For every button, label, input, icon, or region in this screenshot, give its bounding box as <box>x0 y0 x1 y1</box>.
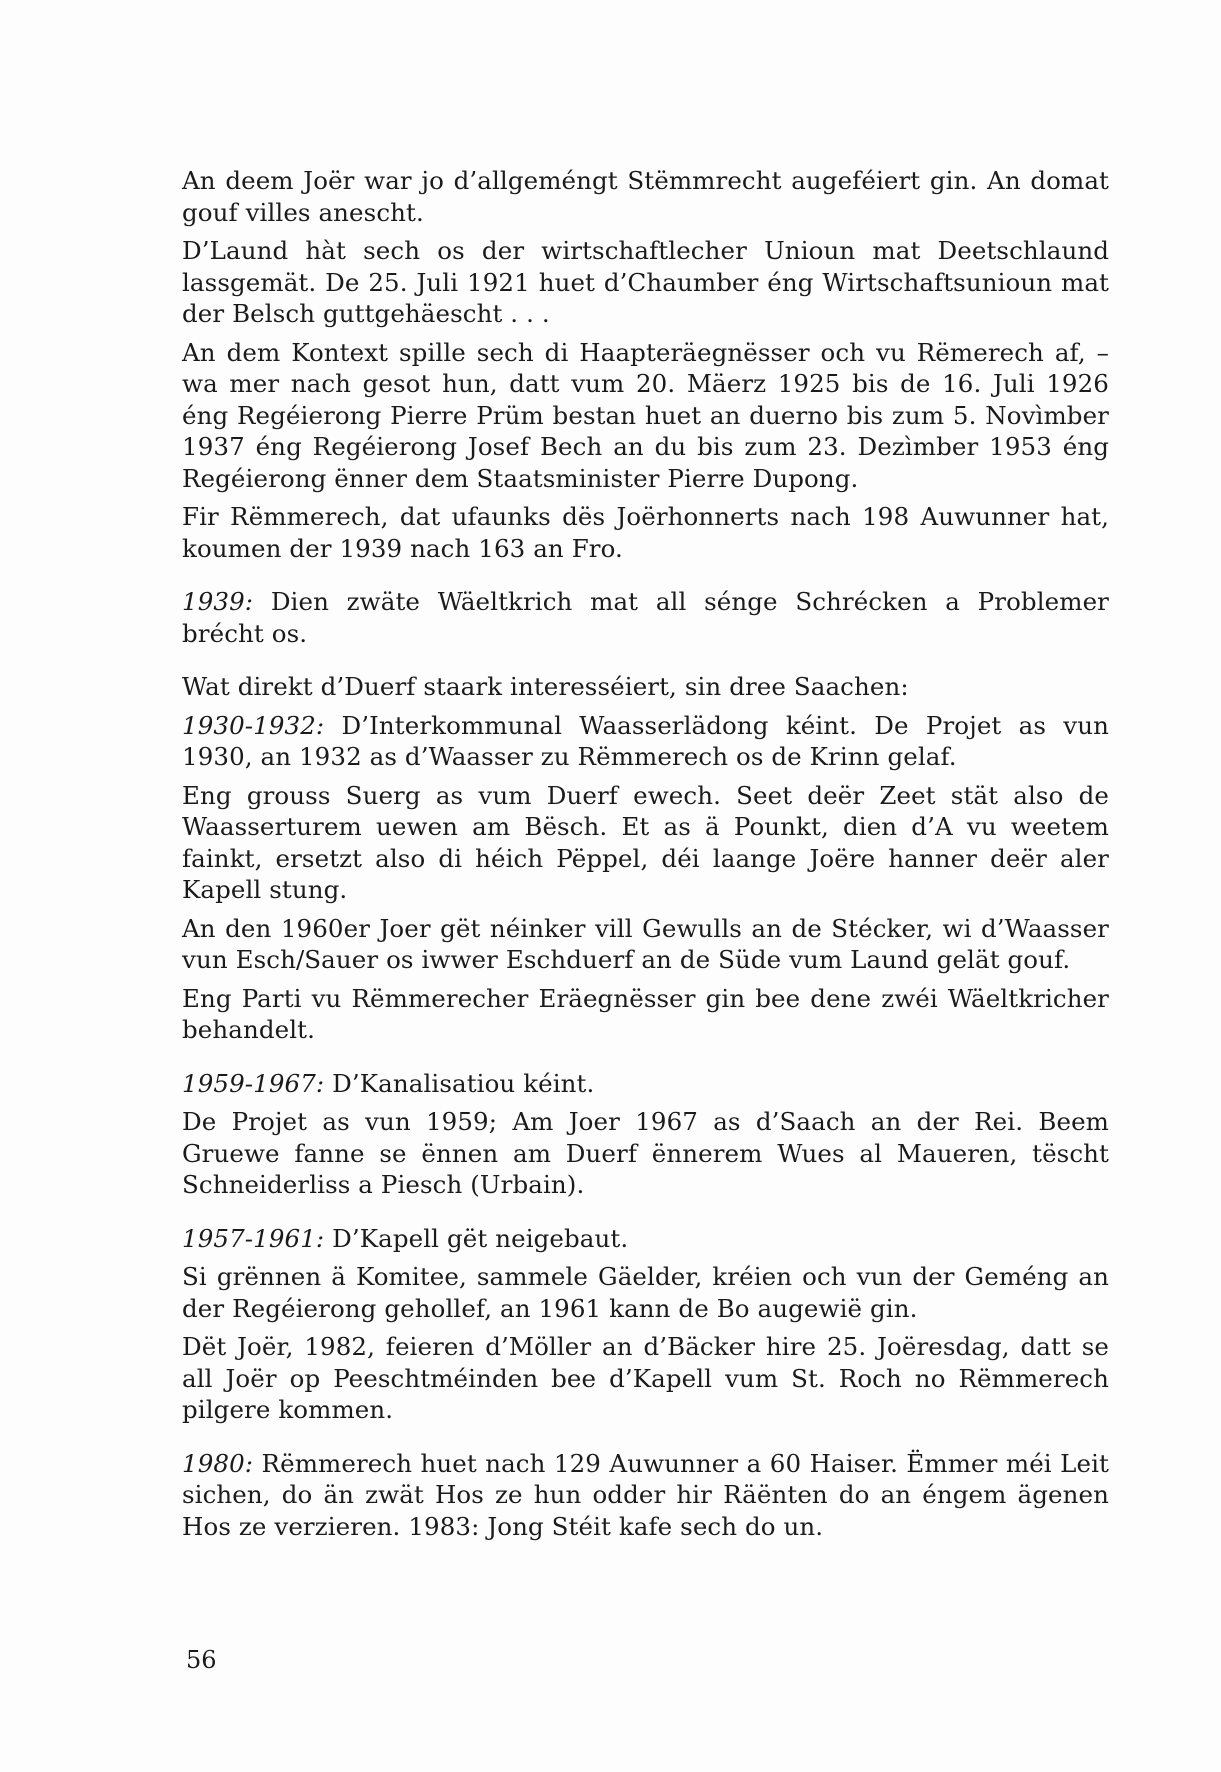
dated-paragraph: 1980: Rëmmerech huet nach 129 Auwunner a 60 Haiser. Ëmmer méi Leit sichen, do än zwät Hos ze hun odder hir Räënten do an éngem ägenen Hos ze verzieren. 1983: Jong Stéit kafe sech do un. <box>182 1448 1110 1541</box>
paragraph: Wat direkt d’Duerf staark interesséiert, sin dree Saachen: <box>182 672 909 701</box>
dated-paragraph: 1930-1932: D’Interkommunal Waasserlädong kéint. De Projet as vun 1930, an 1932 as d’Waasser zu Rëmmerech os de Krinn gelaf. <box>182 710 1109 771</box>
dated-paragraph: 1957-1961: D’Kapell gët neigebaut. <box>182 1223 629 1253</box>
paragraph: Dët Joër, 1982, feieren d’Möller an d’Bäcker hire 25. Joëresdag, datt se all Joër op Peeschtméinden bee d’Kapell vum St. Roch no Rëmmerech pilgere kommen. <box>182 1332 1109 1424</box>
paragraph: An den 1960er Joer gët néinker vill Gewulls an de Stécker, wi d’Waasser vun Esch/Sauer os iwwer Eschduerf an de Süde vum Laund gelät gouf. <box>182 913 1109 974</box>
paragraph: De Projet as vun 1959; Am Joer 1967 as d’Saach an der Rei. Beem Gruewe fanne se ënnen am Duerf ënnerem Wues al Maueren, tëscht Schneiderliss a Piesch (Urbain). <box>182 1107 1109 1199</box>
paragraph: An dem Kontext spille sech di Haapteräegnësser och vu Rëmerech af, – wa mer nach gesot hun, datt vum 20. Mäerz 1925 bis de 16. Juli 1926 éng Regéierong Pierre Prüm bestan huet an duerno bis zum 5. Novìmber 1937 éng Regéierong Josef Bech an du bis zum 23. Dezìmber 1953 éng Regéierong ënner dem Staatsminister Pierre Dupong. <box>182 337 1109 493</box>
year-label: 1980: <box>182 1448 254 1478</box>
year-label: 1957-1961: <box>182 1223 325 1253</box>
dated-paragraph: 1959-1967: D’Kanalisatiou kéint. <box>182 1068 595 1098</box>
paragraph: Si grënnen ä Komitee, sammele Gäelder, kréien och vun der Geméng an der Regéierong gehollef, an 1961 kann de Bo augewië gin. <box>182 1262 1109 1323</box>
paragraph: An deem Joër war jo d’allgeméngt Stëmmrecht augeféiert gin. An domat gouf villes anescht. <box>182 166 1109 227</box>
body-text <box>182 165 1109 1549</box>
paragraph: D’Laund hàt sech os der wirtschaftlecher Unioun mat Deetschlaund lassgemät. De 25. Juli 1921 huet d’Chaumber éng Wirtschaftsunioun mat der Belsch guttgehäescht . . . <box>182 236 1109 328</box>
paragraph: Fir Rëmmerech, dat ufaunks dës Joërhonnerts nach 198 Auwunner hat, koumen der 1939 nach 163 an Fro. <box>182 502 1109 563</box>
year-label: 1930-1932: <box>182 710 325 740</box>
paragraph: Eng grouss Suerg as vum Duerf ewech. Seet deër Zeet stät also de Waasserturem uewen am Bësch. Et as ä Pounkt, dien d’A vu weetem fainkt, ersetzt also di héich Pëppel, déi laange Joëre hanner deër aler Kapell stung. <box>182 780 1109 904</box>
year-label: 1939: <box>182 587 254 616</box>
year-label: 1959-1967: <box>182 1068 325 1098</box>
dated-paragraph: 1939: Dien zwäte Wäeltkrich mat all sénge Schrécken a Problemer brécht os. <box>182 587 1109 648</box>
paragraph: Eng Parti vu Rëmmerecher Eräegnësser gin bee dene zwéi Wäeltkricher behandelt. <box>182 983 1109 1044</box>
page-number: 56 <box>186 1646 217 1674</box>
